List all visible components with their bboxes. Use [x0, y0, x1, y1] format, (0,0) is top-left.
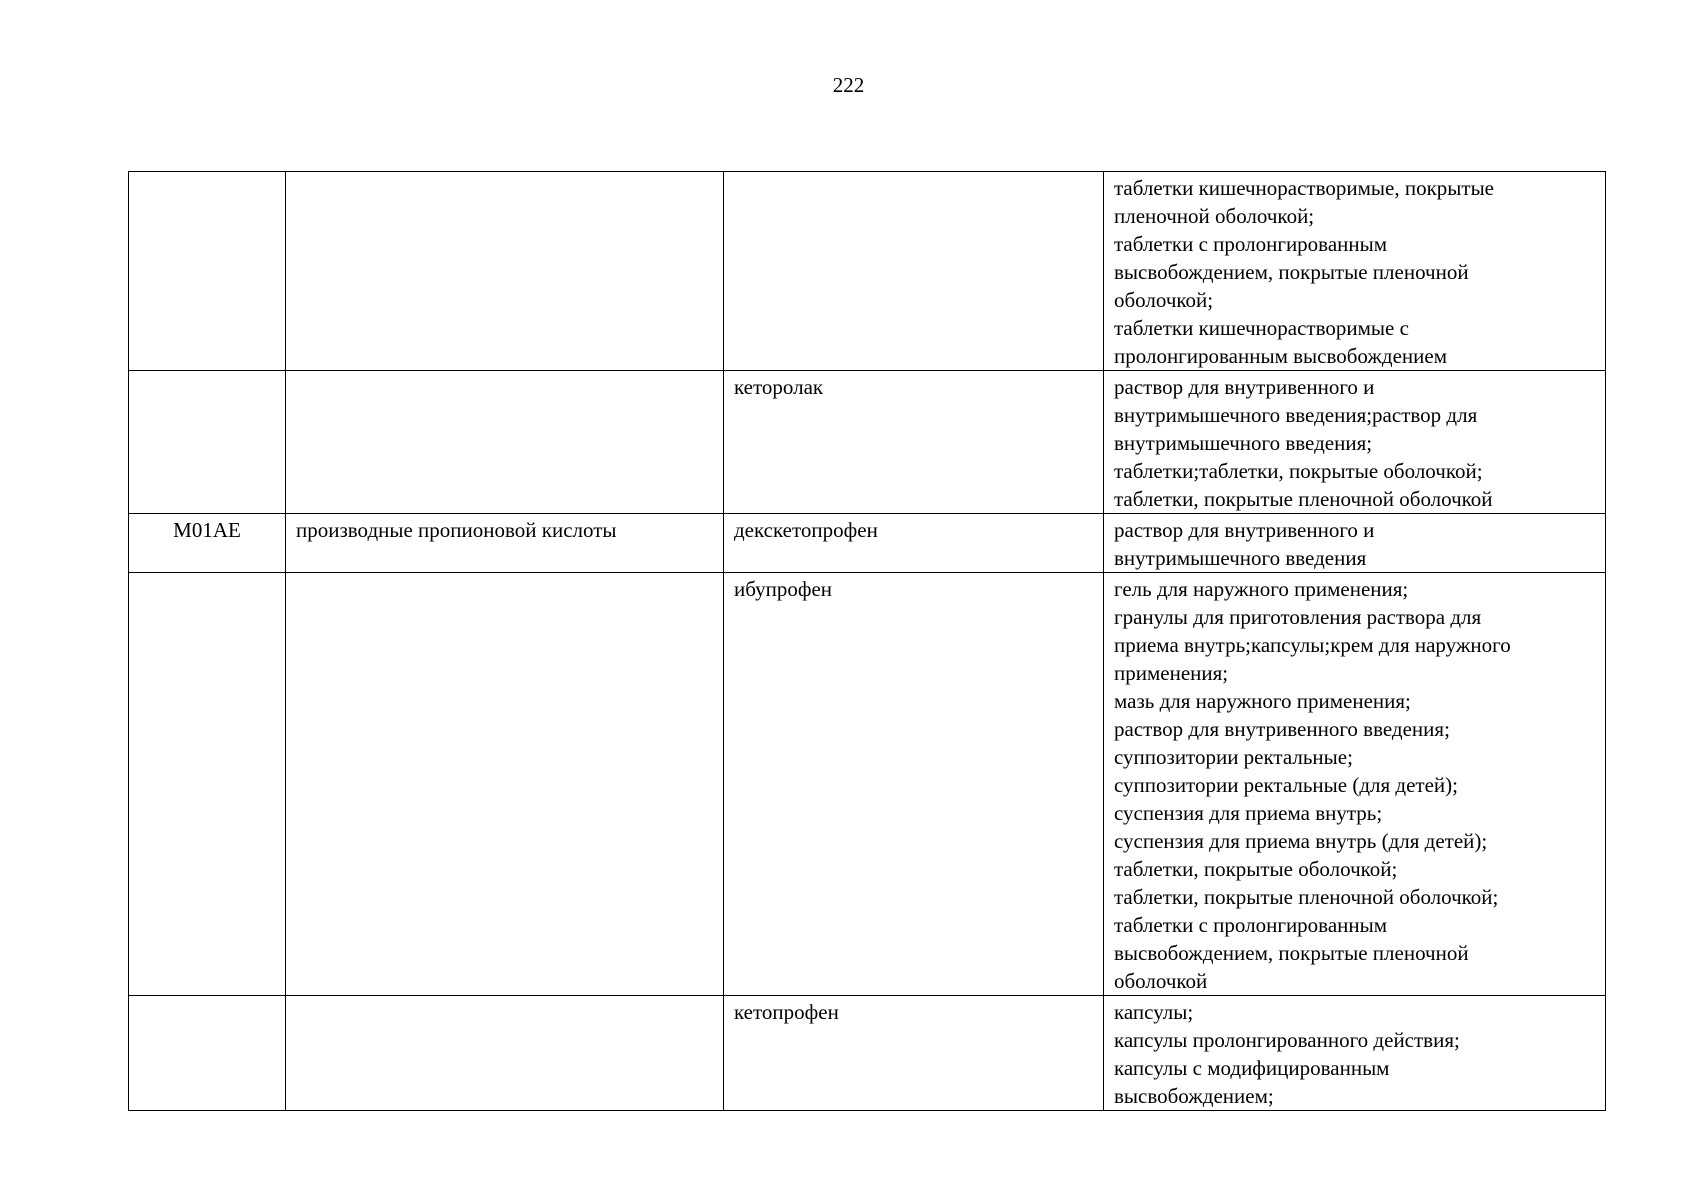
- dosage-forms-cell: [1104, 996, 1606, 1111]
- table-body: [129, 172, 1606, 1111]
- atc-code-cell: M01AE: [129, 514, 286, 573]
- drug-table: [128, 171, 1606, 1111]
- dosage-form-line: внутримышечного введения;раствор для: [1114, 403, 1478, 427]
- dosage-forms-cell: [1104, 172, 1606, 371]
- dosage-form-line: пролонгированным высвобождением: [1114, 344, 1447, 368]
- page-number: 222: [832, 73, 865, 97]
- dosage-form-line: применения;: [1114, 661, 1229, 685]
- dosage-form-line: суппозитории ректальные;: [1114, 745, 1353, 769]
- dosage-form-line: высвобождением, покрытые пленочной: [1114, 941, 1469, 965]
- drug-name-cell: кетопрофен: [724, 996, 1104, 1111]
- atc-code-cell: [129, 172, 286, 371]
- group-name-cell: [286, 573, 724, 996]
- drug-name-cell: [724, 172, 1104, 371]
- group-name-cell: производные пропионовой кислоты: [286, 514, 724, 573]
- table-row: [129, 573, 1606, 996]
- dosage-form-line: раствор для внутривенного и: [1114, 375, 1375, 399]
- dosage-form-line: приема внутрь;капсулы;крем для наружного: [1114, 633, 1511, 657]
- dosage-forms-cell: [1104, 573, 1606, 996]
- dosage-form-line: суспензия для приема внутрь (для детей);: [1114, 829, 1488, 853]
- table-row: [129, 514, 1606, 573]
- dosage-form-line: таблетки с пролонгированным: [1114, 232, 1388, 256]
- dosage-form-line: высвобождением, покрытые пленочной: [1114, 260, 1469, 284]
- dosage-form-line: таблетки, покрытые пленочной оболочкой: [1114, 487, 1493, 511]
- dosage-form-line: суппозитории ректальные (для детей);: [1114, 773, 1458, 797]
- dosage-form-line: капсулы;: [1114, 1000, 1194, 1024]
- drug-name-cell: кеторолак: [724, 371, 1104, 514]
- group-name-cell: [286, 172, 724, 371]
- dosage-form-line: суспензия для приема внутрь;: [1114, 801, 1383, 825]
- dosage-form-line: капсулы с модифицированным: [1114, 1056, 1390, 1080]
- table-row: [129, 996, 1606, 1111]
- atc-code-cell: [129, 573, 286, 996]
- dosage-form-line: внутримышечного введения;: [1114, 431, 1373, 455]
- dosage-form-line: гель для наружного применения;: [1114, 577, 1409, 601]
- dosage-form-line: капсулы пролонгированного действия;: [1114, 1028, 1460, 1052]
- dosage-form-line: таблетки кишечнорастворимые, покрытые: [1114, 176, 1494, 200]
- dosage-form-line: оболочкой;: [1114, 288, 1214, 312]
- dosage-form-line: раствор для внутривенного введения;: [1114, 717, 1450, 741]
- dosage-form-line: таблетки с пролонгированным: [1114, 913, 1388, 937]
- dosage-form-line: гранулы для приготовления раствора для: [1114, 605, 1482, 629]
- dosage-form-line: таблетки, покрытые оболочкой;: [1114, 857, 1398, 881]
- dosage-form-line: пленочной оболочкой;: [1114, 204, 1315, 228]
- group-name-cell: [286, 371, 724, 514]
- table-row: [129, 172, 1606, 371]
- dosage-form-line: мазь для наружного применения;: [1114, 689, 1411, 713]
- dosage-form-line: раствор для внутривенного и: [1114, 518, 1375, 542]
- dosage-form-line: таблетки;таблетки, покрытые оболочкой;: [1114, 459, 1483, 483]
- group-name-cell: [286, 996, 724, 1111]
- atc-code-cell: [129, 996, 286, 1111]
- atc-code-cell: [129, 371, 286, 514]
- dosage-form-line: таблетки, покрытые пленочной оболочкой;: [1114, 885, 1499, 909]
- dosage-forms-cell: [1104, 371, 1606, 514]
- drug-name-cell: декскетопрофен: [724, 514, 1104, 573]
- table-row: [129, 371, 1606, 514]
- dosage-form-line: внутримышечного введения: [1114, 546, 1367, 570]
- drug-name-cell: ибупрофен: [724, 573, 1104, 996]
- dosage-form-line: таблетки кишечнорастворимые с: [1114, 316, 1409, 340]
- dosage-form-line: оболочкой: [1114, 969, 1208, 993]
- dosage-forms-cell: [1104, 514, 1606, 573]
- dosage-form-line: высвобождением;: [1114, 1084, 1274, 1108]
